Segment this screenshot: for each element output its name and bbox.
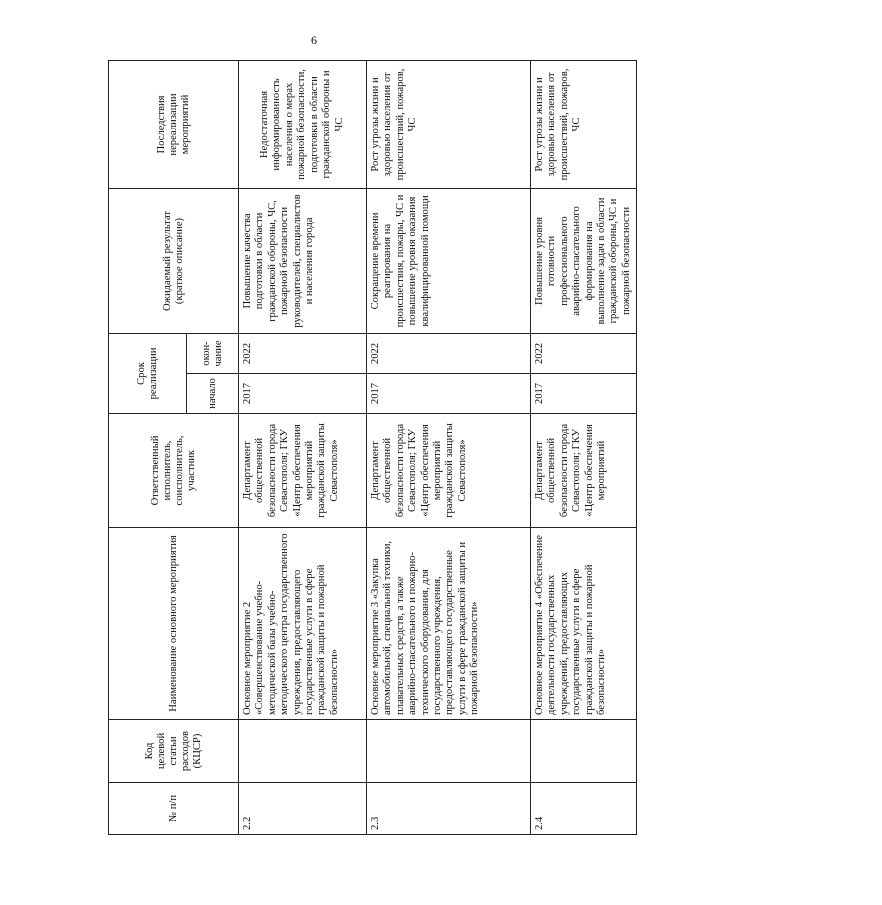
row-end: 2022 — [239, 333, 367, 373]
row-start: 2017 — [367, 374, 531, 414]
header-start: начало — [187, 374, 239, 414]
row-start: 2017 — [531, 374, 637, 414]
header-consequences: Последствия нереализации мероприятий — [109, 60, 239, 188]
header-num: № п/п — [109, 783, 239, 835]
row-code — [239, 720, 367, 783]
row-start: 2017 — [239, 374, 367, 414]
row-executor: Департамент общественной безопасности города Севастополя; ГКУ «Центр обеспечения мероприятий — [531, 414, 637, 528]
measures-table — [108, 60, 637, 835]
row-num: 2.4 — [531, 783, 637, 835]
row-consequences: Недостаточная информированность населения о мерах пожарной безопасности, подготовки в области гражданской обороны и ЧС — [239, 60, 367, 188]
page-number: 6 — [311, 33, 317, 47]
row-code — [531, 720, 637, 783]
row-num: 2.3 — [367, 783, 531, 835]
row-consequences: Рост угрозы жизни и здоровью населения от происшествий, пожаров, ЧС — [531, 60, 637, 188]
row-code — [367, 720, 531, 783]
row-end: 2022 — [531, 333, 637, 373]
row-consequences: Рост угрозы жизни и здоровью населения от происшествий, пожаров, ЧС — [367, 60, 531, 188]
header-code: Код целевой статьи расходов (КЦСР) — [109, 720, 239, 783]
row-executor: Департамент общественной безопасности города Севастополя; ГКУ «Центр обеспечения мероприятий гражданской защиты Севастополя» — [239, 414, 367, 528]
row-num: 2.2 — [239, 783, 367, 835]
row-executor: Департамент общественной безопасности города Севастополя; ГКУ «Центр обеспечения мероприятий гражданской защиты Севастополя» — [367, 414, 531, 528]
row-result: Сокращение времени реагирования на происшествия, пожары, ЧС и повышение уровня оказания квалифицированной помощи — [367, 188, 531, 333]
row-name: Основное мероприятие 3 «Закупка автомобильной, специальной техники, плавательных средств, а также аварийно-спасательного и пожарно-технического оборудования, для государственного учреждения, предоставляющего государственные услуги в сфере гражданской защиты и пожарной безопасности» — [367, 528, 531, 720]
header-term: Срок реализации — [109, 333, 187, 413]
row-result: Повышение уровня готовности профессионального аварийно-спасательного формирования на выполнение задач в области гражданской обороны,ЧС и пожарной безопасности — [531, 188, 637, 333]
header-executor: Ответственный исполнитель, соисполнитель, участник — [109, 414, 239, 528]
table-row — [531, 60, 637, 834]
rotated-table-area — [108, 61, 882, 830]
row-name: Основное мероприятие 2 «Совершенствование учебно-методической базы учебно-методического центра государственного учреждения, предоставляющего государственные услуги в сфере гражданской защиты и пожарной безопасности» — [239, 528, 367, 720]
table-rotated-container — [108, 61, 632, 835]
table-row — [367, 60, 531, 834]
row-end: 2022 — [367, 333, 531, 373]
header-end: окон-чание — [187, 333, 239, 373]
row-result: Повышение качества подготовки в области гражданской обороны, ЧС, пожарной безопасности руководителей, специалистов и населения города — [239, 188, 367, 333]
table-row — [239, 60, 367, 834]
row-name: Основное мероприятие 4 «Обеспечение деятельности государственных учреждений, предоставляющих государственные услуги в сфере гражданской защиты и пожарной безопасности» — [531, 528, 637, 720]
header-result: Ожидаемый результат (краткое описание) — [109, 188, 239, 333]
header-name: Наименование основного мероприятия — [109, 528, 239, 720]
